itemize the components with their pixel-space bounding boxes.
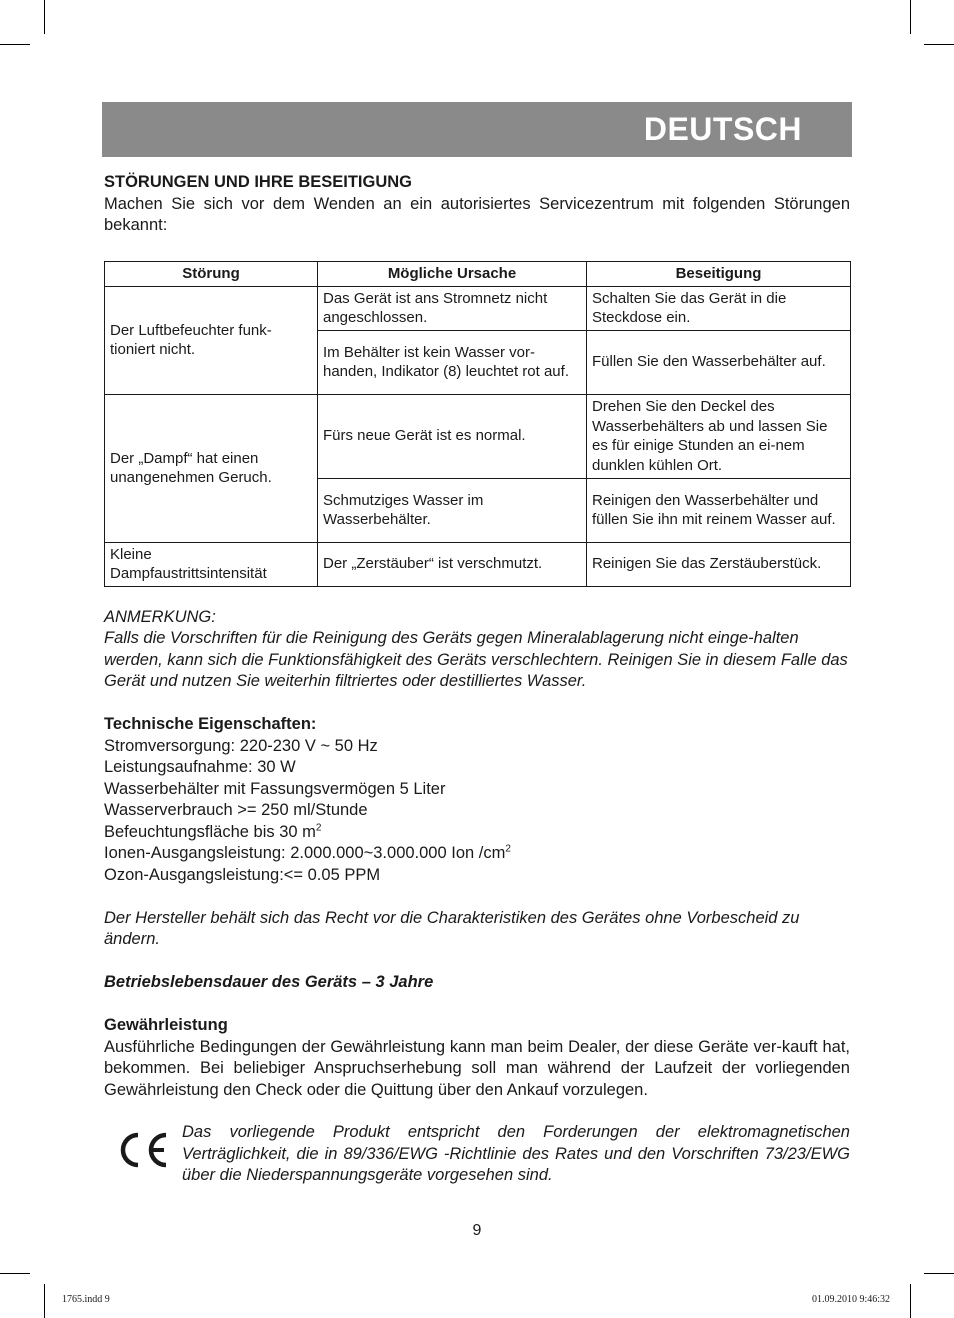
cause-cell: Fürs neue Gerät ist es normal. [318,394,587,478]
column-header-fault: Störung [105,261,318,286]
warranty-title: Gewährleistung [104,1016,228,1034]
spec-ion-line [104,843,850,865]
fix-cell: Reinigen den Wasserbehälter und füllen Sie ihn mit reinem Wasser auf. [587,478,851,542]
fault-cell: Kleine Dampfaustrittsintensität [105,542,318,586]
column-header-fix: Beseitigung [587,261,851,286]
fix-cell: Drehen Sie den Deckel des Wasserbehälters ab und lassen Sie es für einige Stunden an ei-nem dunklen kühlen Ort. [587,394,851,478]
spec-power-consumption: Leistungsaufnahme: 30 W [104,758,296,776]
slug-file: 1765.indd 9 [62,1294,110,1305]
troubleshooting-intro: Machen Sie sich vor dem Wenden an ein autorisiertes Servicezentrum mit folgenden Störungen bekannt: [104,194,850,234]
ce-declaration [104,1122,850,1188]
table-header-row [105,261,851,286]
spec-area: Befeuchtungsfläche bis 30 m [104,822,316,841]
crop-mark [44,0,45,34]
cause-cell: Das Gerät ist ans Stromnetz nicht angeschlossen. [318,286,587,330]
warranty-text: Ausführliche Bedingungen der Gewährleistung kann man beim Dealer, der diese Geräte ver-kauft hat, bekommen. Bei beliebiger Anspruchserhebung soll man während der Laufzeit der vorliegenden Gewährleistung den Check oder die Quittung über den Ankauf vorzulegen. [104,1037,850,1099]
language-header-bar [102,102,852,157]
table-row [105,542,851,586]
spec-ozone-output: Ozon-Ausgangsleistung:<= 0.05 PPM [104,865,381,884]
slug-datetime: 01.09.2010 9:46:32 [811,1294,890,1305]
crop-mark [910,0,911,34]
note-title: ANMERKUNG: [104,607,216,626]
spec-ion-sup: 2 [505,843,511,855]
spec-ion-output: Ionen-Ausgangsleistung: 2.000.000~3.000.000 Ion /cm [104,844,506,862]
cause-cell: Der „Zerstäuber“ ist verschmutzt. [318,542,587,586]
page-content [104,172,850,1188]
lifetime-note: Betriebslebensdauer des Geräts – 3 Jahre [104,973,434,991]
fix-cell: Füllen Sie den Wasserbehälter auf. [587,330,851,394]
spec-tank: Wasserbehälter mit Fassungsvermögen 5 Liter [104,779,446,798]
crop-mark [910,1284,911,1318]
crop-mark [924,1273,954,1274]
crop-mark [924,44,954,45]
note-text: Falls die Vorschriften für die Reinigung des Geräts gegen Mineralablagerung nicht einge-halten werden, kann sich die Funktionsfähigkeit des Geräts verschlechtern. Reinigen Sie in diesem Falle das Gerät und nutzen Sie weiterhin filtriertes oder destilliertes Wasser. [104,629,848,690]
fault-cell: Der „Dampf“ hat einen unangenehmen Geruch. [105,394,318,542]
spec-power-supply: Stromversorgung: 220-230 V ~ 50 Hz [104,736,378,755]
fault-cell: Der Luftbefeuchter funk-tioniert nicht. [105,286,318,394]
spec-area-line [104,822,850,844]
fix-cell: Reinigen Sie das Zerstäuberstück. [587,542,851,586]
crop-mark [44,1284,45,1318]
page-number: 9 [472,1222,482,1239]
crop-mark [0,1273,30,1274]
table-row [105,286,851,330]
spec-area-sup: 2 [315,822,322,833]
disclaimer: Der Hersteller behält sich das Recht vor die Charakteristiken des Gerätes ohne Vorbescheid zu ändern. [104,908,800,948]
ce-text: Das vorliegende Produkt entspricht den Forderungen der elektromagnetischen Verträglichkeit, die in 89/336/EWG -Richtlinie des Rates und den Vorschriften 73/23/EWG über die Niederspannungsgeräte vorgesehen sind. [182,1123,850,1184]
cause-cell: Im Behälter ist kein Wasser vor-handen, Indikator (8) leuchtet rot auf. [318,330,587,394]
language-title: DEUTSCH [643,111,802,147]
spec-water-consumption: Wasserverbrauch >= 250 ml/Stunde [104,801,368,819]
ce-mark-icon [116,1130,170,1170]
fix-cell: Schalten Sie das Gerät in die Steckdose ein. [587,286,851,330]
crop-mark [0,44,30,45]
troubleshooting-heading: STÖRUNGEN UND IHRE BESEITIGUNG [104,173,413,191]
specs-title: Technische Eigenschaften: [104,715,317,733]
troubleshooting-table [104,261,851,587]
table-row [105,394,851,478]
column-header-cause: Mögliche Ursache [318,261,587,286]
cause-cell: Schmutziges Wasser im Wasserbehälter. [318,478,587,542]
